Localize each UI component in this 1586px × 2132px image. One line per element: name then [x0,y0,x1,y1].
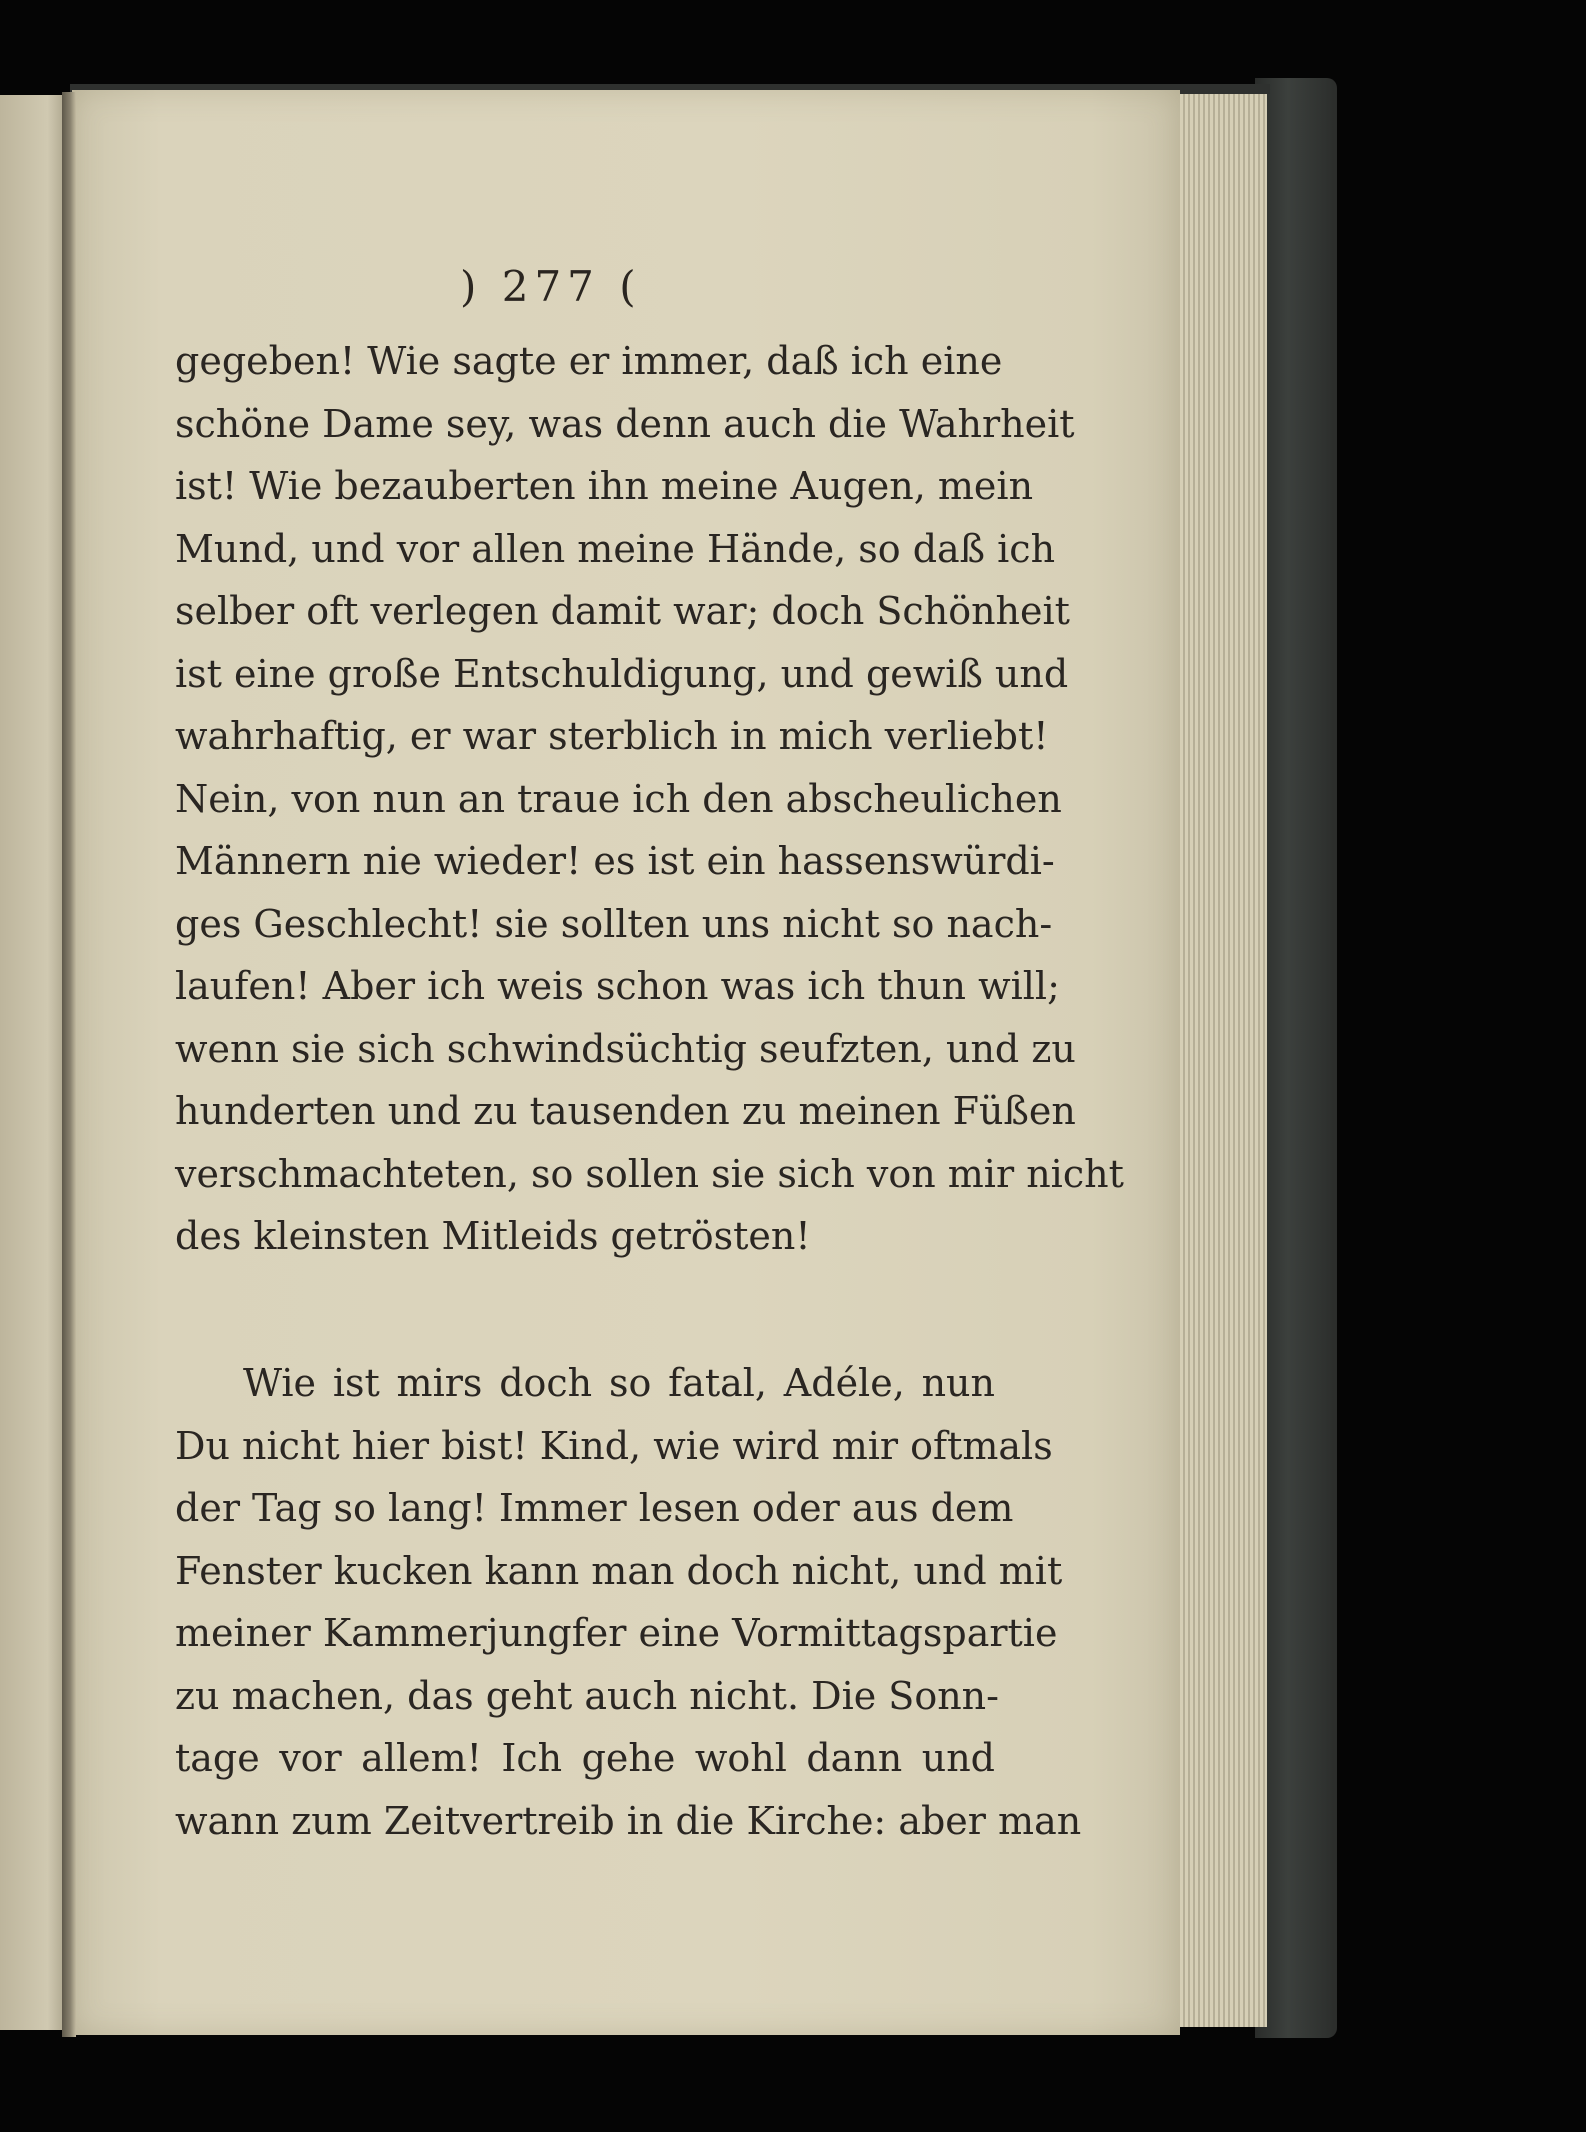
text-line: Fenster kucken kann man doch nicht, und mit [175,1548,1063,1593]
book-gutter [62,92,76,2037]
text-line: schöne Dame sey, was denn auch die Wahrheit [175,401,1075,446]
text-line: laufen! Aber ich weis schon was ich thun will; [175,964,1060,1008]
paragraph-2 [175,1352,1082,1852]
text-line: verschmachteten, so sollen sie sich von mir nicht [175,1151,1124,1196]
paragraph-1 [175,330,1124,1268]
text-line: hunderten und zu tausenden zu meinen Füßen [175,1089,1076,1133]
text-line: ges Geschlecht! sie sollten uns nicht so nach- [175,901,1053,946]
page-number: ) 277 ( [460,262,642,311]
text-line: tage vor allem! Ich gehe wohl dann und [175,1736,995,1780]
text-line: Mund, und vor allen meine Hände, so daß ich [175,526,1056,571]
text-line: ist! Wie bezauberten ihn meine Augen, mein [175,464,1034,508]
text-line: meiner Kammerjungfer eine Vormittagspartie [175,1611,1058,1655]
text-line: selber oft verlegen damit war; doch Schönheit [175,589,1070,633]
book-cover [1255,78,1337,2038]
text-line: wenn sie sich schwindsüchtig seufzten, und zu [175,1026,1076,1071]
text-line: wann zum Zeitvertreib in die Kirche: aber man [175,1798,1082,1843]
text-line: ist eine große Entschuldigung, und gewiß und [175,651,1069,696]
text-line: Männern nie wieder! es ist ein hassenswürdi- [175,839,1055,883]
page-stack-edge [1175,92,1267,2027]
text-line: gegeben! Wie sagte er immer, daß ich eine [175,339,1003,383]
text-line: des kleinsten Mitleids getrösten! [175,1214,811,1258]
text-line: Du nicht hier bist! Kind, wie wird mir oftmals [175,1423,1053,1468]
text-line: der Tag so lang! Immer lesen oder aus dem [175,1486,1014,1530]
left-page-edge [0,95,68,2030]
text-line: wahrhaftig, er war sterblich in mich verliebt! [175,714,1049,758]
text-line: Wie ist mirs doch so fatal, Adéle, nun [243,1361,995,1405]
text-line: Nein, von nun an traue ich den abscheulichen [175,776,1062,821]
text-line: zu machen, das geht auch nicht. Die Sonn- [175,1673,999,1718]
